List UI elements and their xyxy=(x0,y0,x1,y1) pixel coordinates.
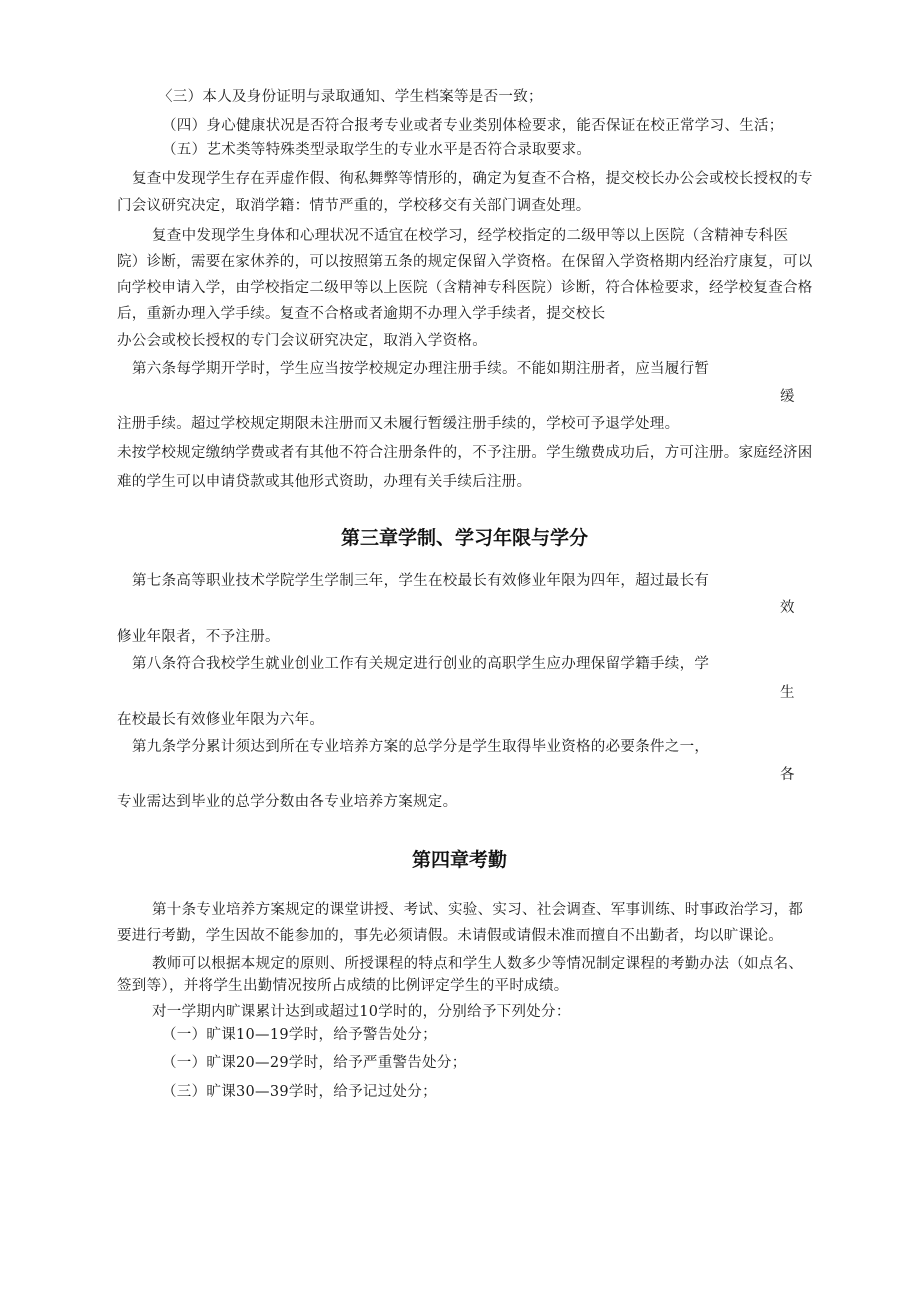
paragraph-line: 后，重新办理入学手续。复查不合格或者逾期不办理入学手续者，提交校长 xyxy=(117,306,606,322)
paragraph-line: 专业需达到毕业的总学分数由各专业培养方案规定。 xyxy=(117,794,458,810)
paragraph-line: 向学校申请入学，由学校指定二级甲等以上医院（含精神专科医院）诊断，符合体检要求，经学校复查合格 xyxy=(117,280,813,296)
paragraph-line: 〈三）本人及身份证明与录取通知、学生档案等是否一致； xyxy=(158,89,543,105)
paragraph-line: 第十条专业培养方案规定的课堂讲授、考试、实验、实习、社会调查、军事训练、时事政治学习，都 xyxy=(152,902,804,918)
paragraph-line: （五）艺术类等特殊类型录取学生的专业水平是否符合录取要求。 xyxy=(162,142,592,158)
wrapped-char: 各 xyxy=(780,767,795,783)
paragraph-line: （一）旷课20—29学时，给予严重警告处分； xyxy=(162,1055,467,1071)
paragraph-line: 难的学生可以申请贷款或其他形式资助，办理有关手续后注册。 xyxy=(117,474,532,490)
paragraph-line: 院）诊断，需要在家休养的，可以按照第五条的规定保留入学资格。在保留入学资格期内经治疗康复，可以 xyxy=(117,254,813,270)
paragraph-line: 未按学校规定缴纳学费或者有其他不符合注册条件的，不予注册。学生缴费成功后，方可注册。家庭经济困 xyxy=(117,445,813,461)
paragraph-line: 修业年限者，不予注册。 xyxy=(117,629,280,645)
paragraph-line: 要进行考勤，学生因故不能参加的，事先必须请假。未请假或请假未准而擅自不出勤者，均以旷课论。 xyxy=(117,928,783,944)
paragraph-line: 在校最长有效修业年限为六年。 xyxy=(117,712,325,728)
paragraph-line: 门会议研究决定，取消学籍：情节严重的，学校移交有关部门调查处理。 xyxy=(117,198,591,214)
paragraph-line: 第六条每学期开学时，学生应当按学校规定办理注册手续。不能如期注册者，应当履行暂 xyxy=(132,361,710,377)
paragraph-line: 对一学期内旷课累计达到或超过10学时的，分别给予下列处分： xyxy=(152,1004,571,1020)
chapter-heading: 第三章学制、学习年限与学分 xyxy=(341,527,589,549)
paragraph-line: 教师可以根据本规定的原则、所授课程的特点和学生人数多少等情况制定课程的考勤办法（如点名、 xyxy=(152,956,804,972)
paragraph-line: 第九条学分累计须达到所在专业培养方案的总学分是学生取得毕业资格的必要条件之一， xyxy=(132,739,710,755)
wrapped-char: 生 xyxy=(780,685,795,701)
paragraph-line: 注册手续。超过学校规定期限未注册而又未履行暂缓注册手续的，学校可予退学处理。 xyxy=(117,416,680,432)
paragraph-line: 办公会或校长授权的专门会议研究决定，取消入学资格。 xyxy=(117,333,487,349)
paragraph-line: 签到等），并将学生出勤情况按所占成绩的比例评定学生的平时成绩。 xyxy=(117,978,569,994)
paragraph-line: 第七条高等职业技术学院学生学制三年，学生在校最长有效修业年限为四年，超过最长有 xyxy=(132,573,710,589)
paragraph-line: 复查中发现学生身体和心理状况不适宜在校学习，经学校指定的二级甲等以上医院（含精神专科医 xyxy=(152,228,789,244)
paragraph-line: （四）身心健康状况是否符合报考专业或者专业类别体检要求，能否保证在校正常学习、生活； xyxy=(162,118,784,134)
paragraph-line: 第八条符合我校学生就业创业工作有关规定进行创业的高职学生应办理保留学籍手续，学 xyxy=(132,656,710,672)
wrapped-char: 缓 xyxy=(780,389,795,405)
paragraph-line: 复查中发现学生存在弄虚作假、徇私舞弊等情形的，确定为复查不合格，提交校长办公会或校长授权的专 xyxy=(132,171,813,187)
paragraph-line: （三）旷课30—39学时，给予记过处分； xyxy=(162,1084,437,1100)
wrapped-char: 效 xyxy=(780,600,795,616)
paragraph-line: （一）旷课10—19学时，给予警告处分； xyxy=(162,1027,437,1043)
chapter-heading: 第四章考勤 xyxy=(412,849,508,871)
